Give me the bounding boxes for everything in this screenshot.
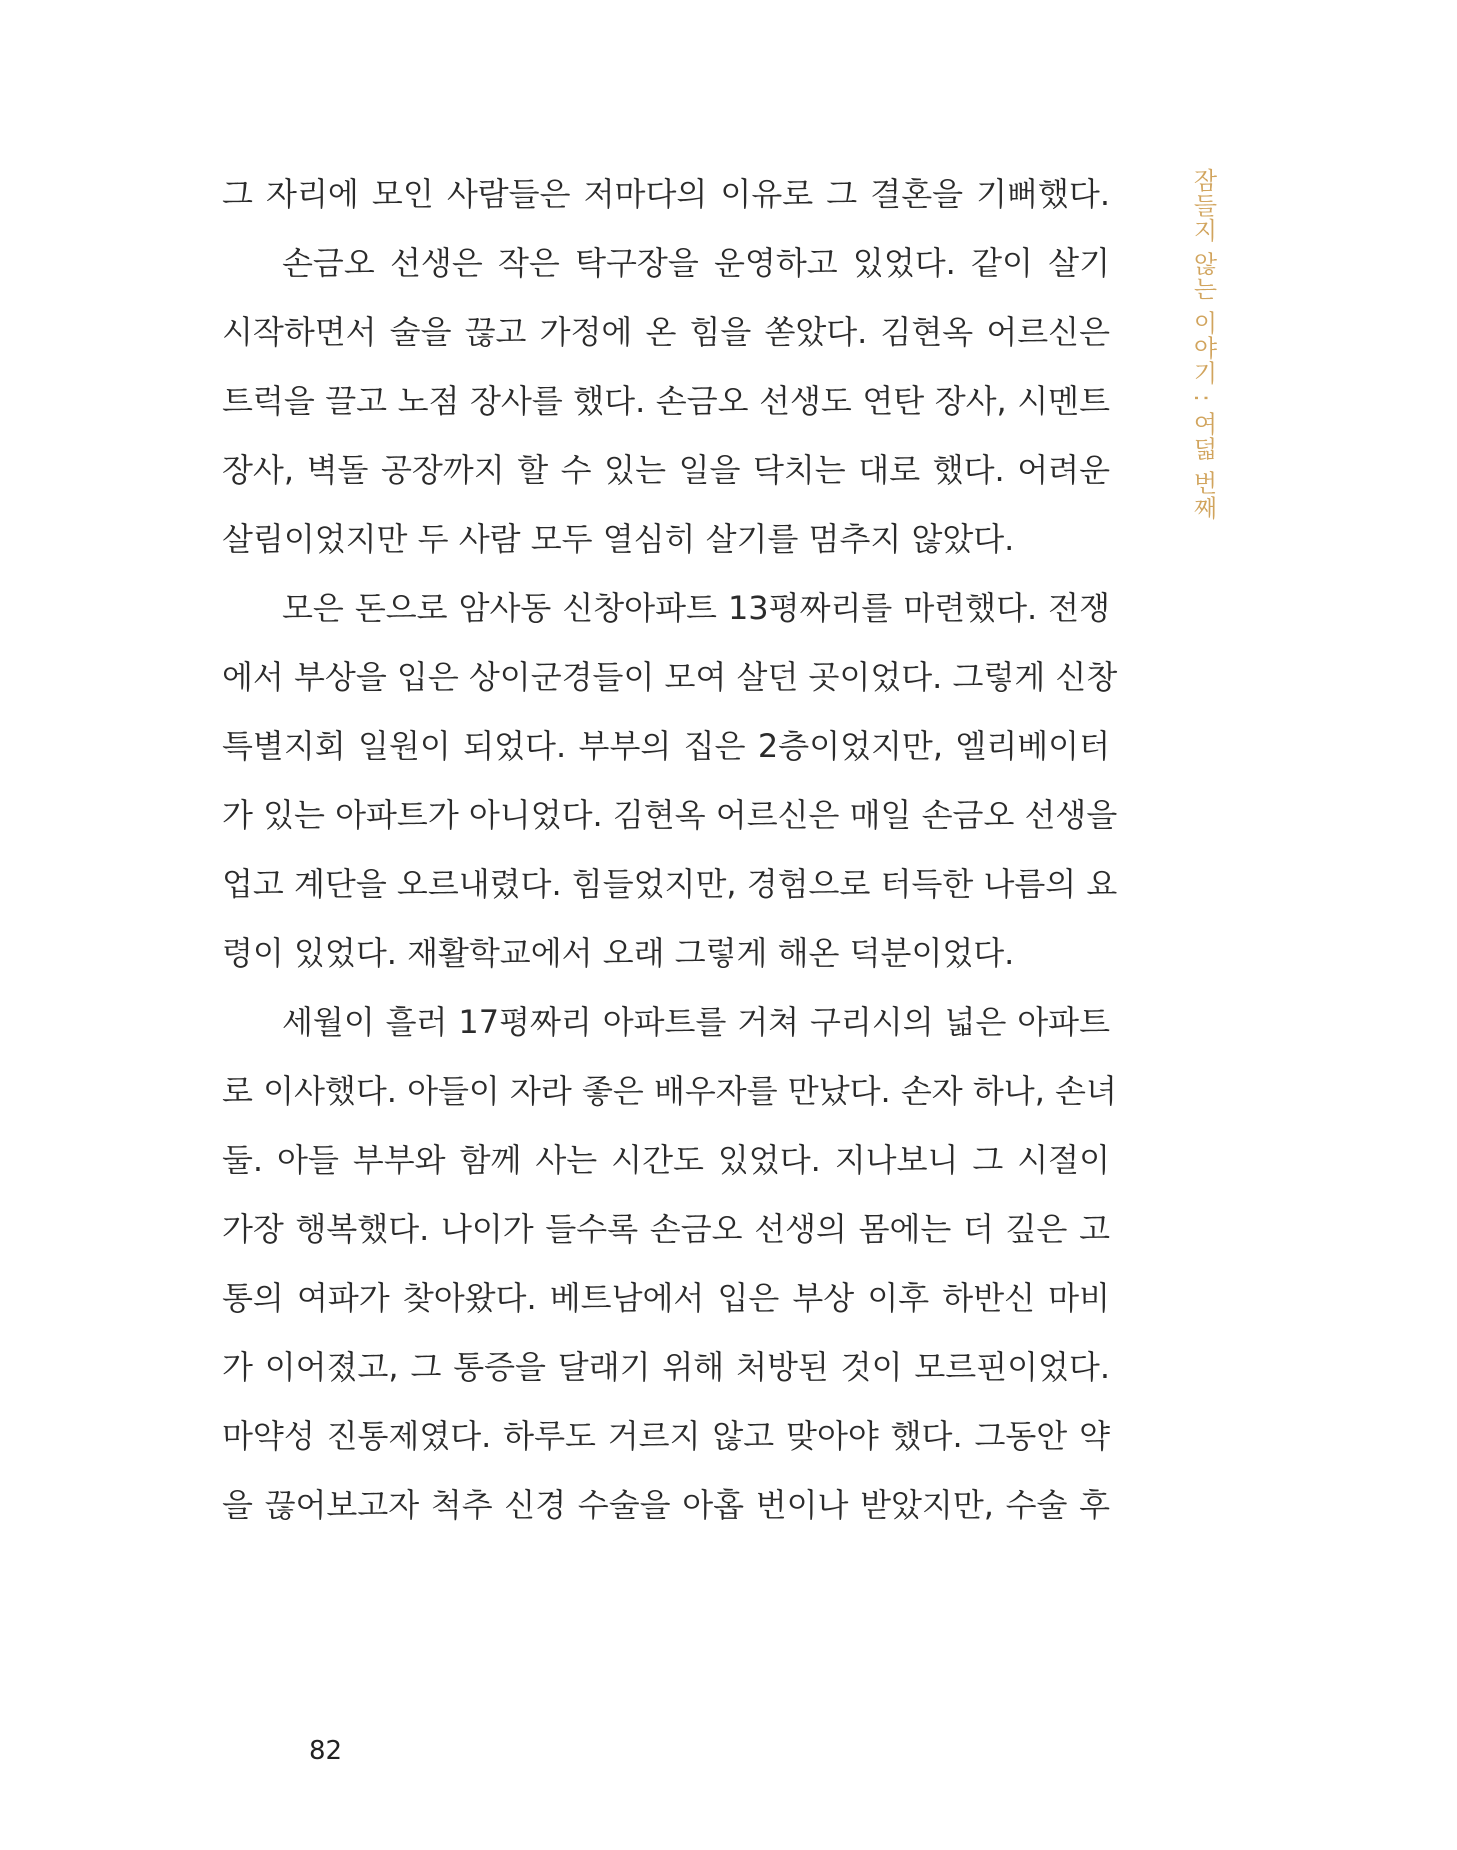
text-line: 마약성 진통제였다. 하루도 거르지 않고 맞아야 했다. 그동안 약 [222,1417,1110,1455]
text-line: 로 이사했다. 아들이 자라 좋은 배우자를 만났다. 손자 하나, 손녀 [222,1072,1117,1110]
text-line: 가 이어졌고, 그 통증을 달래기 위해 처방된 것이 모르핀이었다. [222,1348,1110,1386]
running-head: 잠들지 않는 이야기 : 여덟 번째 [1189,168,1217,521]
text-line: 장사, 벽돌 공장까지 할 수 있는 일을 닥치는 대로 했다. 어려운 [222,451,1110,489]
text-line: 을 끊어보고자 척추 신경 수술을 아홉 번이나 받았지만, 수술 후 [222,1486,1110,1524]
text-line: 세월이 흘러 17평짜리 아파트를 거쳐 구리시의 넓은 아파트 [282,1003,1110,1041]
text-line: 업고 계단을 오르내렸다. 힘들었지만, 경험으로 터득한 나름의 요 [222,865,1118,903]
text-line: 통의 여파가 찾아왔다. 베트남에서 입은 부상 이후 하반신 마비 [222,1279,1110,1317]
text-line: 가 있는 아파트가 아니었다. 김현옥 어르신은 매일 손금오 선생을 [222,796,1118,834]
text-line: 시작하면서 술을 끊고 가정에 온 힘을 쏟았다. 김현옥 어르신은 [222,313,1110,351]
text-line: 특별지회 일원이 되었다. 부부의 집은 2층이었지만, 엘리베이터 [222,727,1110,765]
text-line: 트럭을 끌고 노점 장사를 했다. 손금오 선생도 연탄 장사, 시멘트 [222,382,1110,420]
text-line: 손금오 선생은 작은 탁구장을 운영하고 있었다. 같이 살기 [282,244,1110,282]
body-text [222,160,1118,1540]
text-line: 에서 부상을 입은 상이군경들이 모여 살던 곳이었다. 그렇게 신창 [222,658,1118,696]
text-line: 모은 돈으로 암사동 신창아파트 13평짜리를 마련했다. 전쟁 [282,589,1110,627]
page-number: 82 [309,1736,343,1766]
text-line: 살림이었지만 두 사람 모두 열심히 살기를 멈추지 않았다. [222,520,1015,558]
text-line: 령이 있었다. 재활학교에서 오래 그렇게 해온 덕분이었다. [222,934,1015,972]
text-line: 가장 행복했다. 나이가 들수록 손금오 선생의 몸에는 더 깊은 고 [222,1210,1110,1248]
text-line: 그 자리에 모인 사람들은 저마다의 이유로 그 결혼을 기뻐했다. [222,175,1110,213]
text-line: 둘. 아들 부부와 함께 사는 시간도 있었다. 지나보니 그 시절이 [222,1141,1110,1179]
